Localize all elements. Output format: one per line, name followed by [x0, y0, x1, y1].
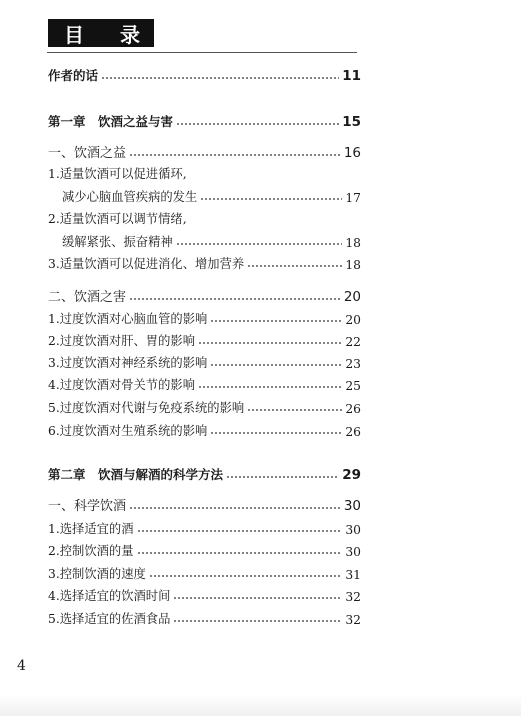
entry-title: 2.过度饮酒对肝、胃的影响 — [48, 334, 195, 348]
toc-entry-section-scientific-drinking[interactable] — [48, 494, 361, 514]
entry-page: 25 — [345, 379, 361, 393]
toc-entry-harm-6[interactable] — [48, 419, 361, 439]
entry-title: 缓解紧张、振奋精神 — [62, 235, 173, 249]
toc-heading-char-1: 目 — [64, 22, 84, 47]
toc-entry-benefit-1-line-2[interactable] — [62, 185, 361, 205]
dot-leader — [129, 297, 341, 301]
entry-page: 32 — [345, 590, 361, 604]
toc-entry-method-5[interactable] — [48, 607, 361, 627]
dot-leader — [210, 319, 342, 323]
entry-title: 2.适量饮酒可以调节情绪, — [48, 212, 187, 226]
dot-leader — [137, 529, 343, 533]
entry-title: 减少心脑血管疾病的发生 — [62, 190, 198, 204]
page-number: 4 — [17, 658, 26, 674]
scan-bottom-edge — [0, 694, 521, 716]
entry-page: 17 — [345, 191, 361, 205]
dot-leader — [210, 431, 342, 435]
toc-entry-harm-4[interactable] — [48, 373, 361, 393]
toc-entry-benefit-2-line-1[interactable] — [48, 207, 187, 227]
entry-page: 26 — [345, 402, 361, 416]
entry-page: 20 — [343, 289, 361, 305]
entry-title: 一、饮酒之益 — [48, 146, 127, 161]
entry-title: 3.适量饮酒可以促进消化、增加营养 — [48, 257, 245, 271]
entry-page: 30 — [343, 498, 361, 514]
toc-entry-method-1[interactable] — [48, 517, 361, 537]
entry-title: 第一章 饮酒之益与害 — [48, 114, 174, 129]
entry-title: 5.选择适宜的佐酒食品 — [48, 612, 171, 626]
toc-entry-harm-5[interactable] — [48, 396, 361, 416]
entry-title: 6.过度饮酒对生殖系统的影响 — [48, 424, 208, 438]
dot-leader — [198, 341, 342, 345]
toc-entry-chapter-2[interactable] — [48, 463, 361, 483]
entry-page: 32 — [345, 613, 361, 627]
entry-page: 31 — [345, 568, 361, 582]
dot-leader — [176, 242, 343, 246]
heading-rule — [47, 52, 357, 53]
toc-entry-section-benefits[interactable] — [48, 141, 361, 161]
entry-page: 26 — [345, 425, 361, 439]
entry-page: 18 — [345, 258, 361, 272]
dot-leader — [200, 197, 342, 201]
entry-title: 3.过度饮酒对神经系统的影响 — [48, 356, 208, 370]
entry-title: 1.选择适宜的酒 — [48, 522, 134, 536]
entry-title: 4.过度饮酒对骨关节的影响 — [48, 378, 195, 392]
entry-page: 18 — [345, 236, 361, 250]
toc-heading-char-2: 录 — [120, 22, 140, 47]
toc-entry-harm-2[interactable] — [48, 329, 361, 349]
entry-title: 作者的话 — [48, 68, 99, 83]
entry-title: 3.控制饮酒的速度 — [48, 567, 146, 581]
toc-heading — [48, 19, 154, 47]
dot-leader — [129, 506, 341, 510]
toc-entry-benefit-2-line-2[interactable] — [62, 230, 361, 250]
entry-page: 29 — [342, 467, 361, 483]
entry-title: 5.过度饮酒对代谢与免疫系统的影响 — [48, 401, 245, 415]
toc-entry-method-2[interactable] — [48, 539, 361, 559]
dot-leader — [129, 153, 341, 157]
toc-entry-benefit-1-line-1[interactable] — [48, 162, 187, 182]
dot-leader — [101, 76, 339, 80]
entry-page: 22 — [345, 335, 361, 349]
dot-leader — [198, 385, 342, 389]
dot-leader — [173, 596, 342, 600]
entry-title: 4.选择适宜的饮酒时间 — [48, 589, 171, 603]
dot-leader — [226, 475, 339, 479]
toc-entry-chapter-1[interactable] — [48, 110, 361, 130]
entry-page: 30 — [345, 523, 361, 537]
entry-page: 15 — [342, 114, 361, 130]
toc-entry-preface[interactable] — [48, 64, 361, 84]
dot-leader — [173, 619, 342, 623]
toc-entry-benefit-3[interactable] — [48, 252, 361, 272]
dot-leader — [247, 264, 342, 268]
toc-entry-harm-1[interactable] — [48, 307, 361, 327]
dot-leader — [176, 122, 339, 126]
entry-title: 1.过度饮酒对心脑血管的影响 — [48, 312, 208, 326]
entry-title: 1.适量饮酒可以促进循环, — [48, 167, 187, 181]
entry-title: 2.控制饮酒的量 — [48, 544, 134, 558]
toc-entry-section-harms[interactable] — [48, 285, 361, 305]
entry-page: 20 — [345, 313, 361, 327]
entry-page: 30 — [345, 545, 361, 559]
dot-leader — [247, 408, 342, 412]
entry-title: 第二章 饮酒与解酒的科学方法 — [48, 467, 224, 482]
entry-page: 11 — [342, 68, 361, 84]
entry-title: 一、科学饮酒 — [48, 499, 127, 514]
dot-leader — [149, 574, 343, 578]
dot-leader — [210, 363, 342, 367]
entry-title: 二、饮酒之害 — [48, 290, 127, 305]
toc-entry-harm-3[interactable] — [48, 351, 361, 371]
toc-entry-method-3[interactable] — [48, 562, 361, 582]
entry-page: 16 — [343, 145, 361, 161]
dot-leader — [137, 551, 343, 555]
entry-page: 23 — [345, 357, 361, 371]
toc-entry-method-4[interactable] — [48, 584, 361, 604]
